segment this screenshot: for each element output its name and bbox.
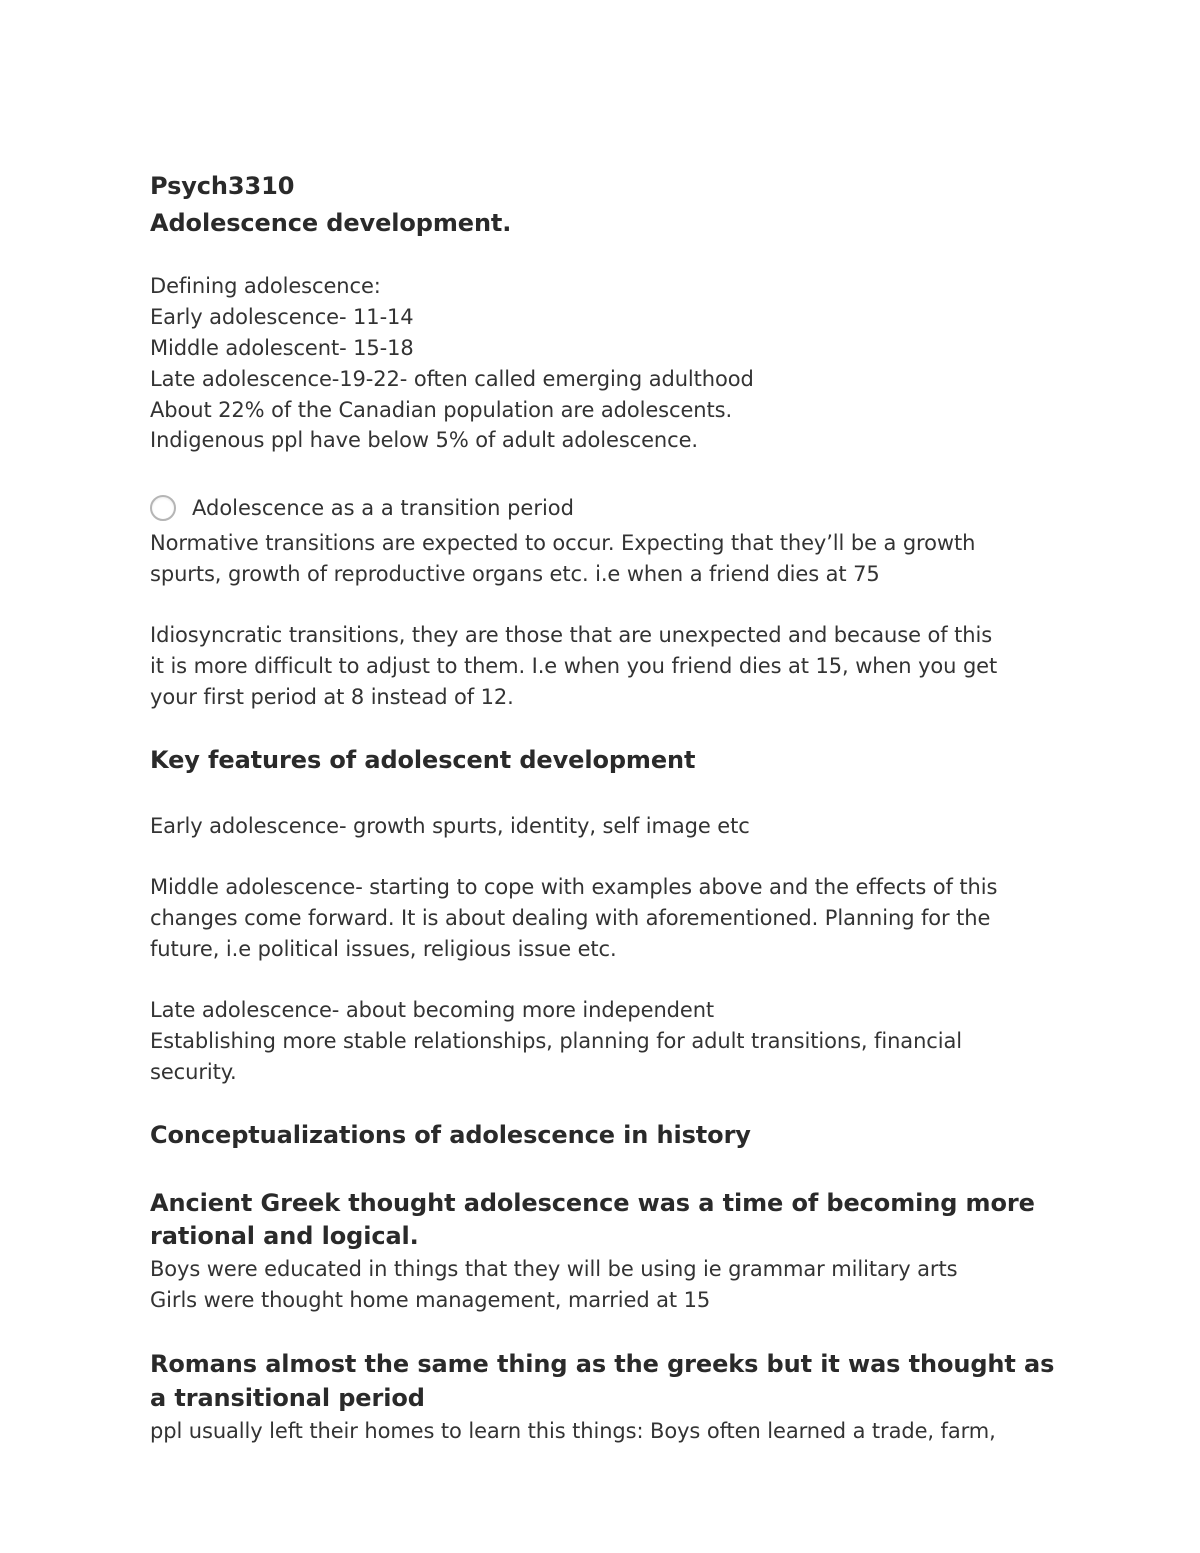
late-line: security. (150, 1060, 237, 1084)
early-line: Early adolescence- growth spurts, identity, self image etc (150, 814, 750, 838)
idiosyncratic-line: Idiosyncratic transitions, they are those that are unexpected and because of this (150, 623, 993, 647)
checkbox-circle-icon[interactable] (150, 495, 176, 521)
checklist-item[interactable] (150, 491, 574, 525)
checklist-item-label: Adolescence as a a transition period (192, 495, 574, 520)
greek-line: Girls were thought home management, married at 15 (150, 1288, 711, 1312)
key-features-heading: Key features of adolescent development (150, 746, 696, 774)
roman-heading: a transitional period (150, 1384, 425, 1412)
document-title: Adolescence development. (150, 209, 512, 237)
idiosyncratic-line: it is more difficult to adjust to them. I.e when you friend dies at 15, when you get (150, 654, 998, 678)
course-code: Psych3310 (150, 172, 295, 200)
defining-line: About 22% of the Canadian population are adolescents. (150, 398, 733, 422)
normative-line: Normative transitions are expected to occur. Expecting that they’ll be a growth (150, 531, 976, 555)
defining-line: Indigenous ppl have below 5% of adult adolescence. (150, 428, 698, 452)
idiosyncratic-line: your first period at 8 instead of 12. (150, 685, 514, 709)
greek-heading: Ancient Greek thought adolescence was a time of becoming more (150, 1189, 1035, 1217)
middle-line: Middle adolescence- starting to cope with examples above and the effects of this (150, 875, 998, 899)
greek-heading: rational and logical. (150, 1222, 419, 1250)
roman-line: ppl usually left their homes to learn this things: Boys often learned a trade, farm, (150, 1419, 996, 1443)
defining-line: Defining adolescence: (150, 274, 381, 298)
middle-line: changes come forward. It is about dealing with aforementioned. Planning for the (150, 906, 991, 930)
middle-line: future, i.e political issues, religious issue etc. (150, 937, 617, 961)
defining-line: Middle adolescent- 15-18 (150, 336, 414, 360)
greek-line: Boys were educated in things that they will be using ie grammar military arts (150, 1257, 958, 1281)
normative-line: spurts, growth of reproductive organs etc. i.e when a friend dies at 75 (150, 562, 880, 586)
history-heading: Conceptualizations of adolescence in history (150, 1121, 751, 1149)
defining-line: Late adolescence-19-22- often called emerging adulthood (150, 367, 754, 391)
late-line: Late adolescence- about becoming more independent (150, 998, 715, 1022)
late-line: Establishing more stable relationships, planning for adult transitions, financial (150, 1029, 962, 1053)
defining-line: Early adolescence- 11-14 (150, 305, 414, 329)
roman-heading: Romans almost the same thing as the greeks but it was thought as (150, 1350, 1055, 1378)
